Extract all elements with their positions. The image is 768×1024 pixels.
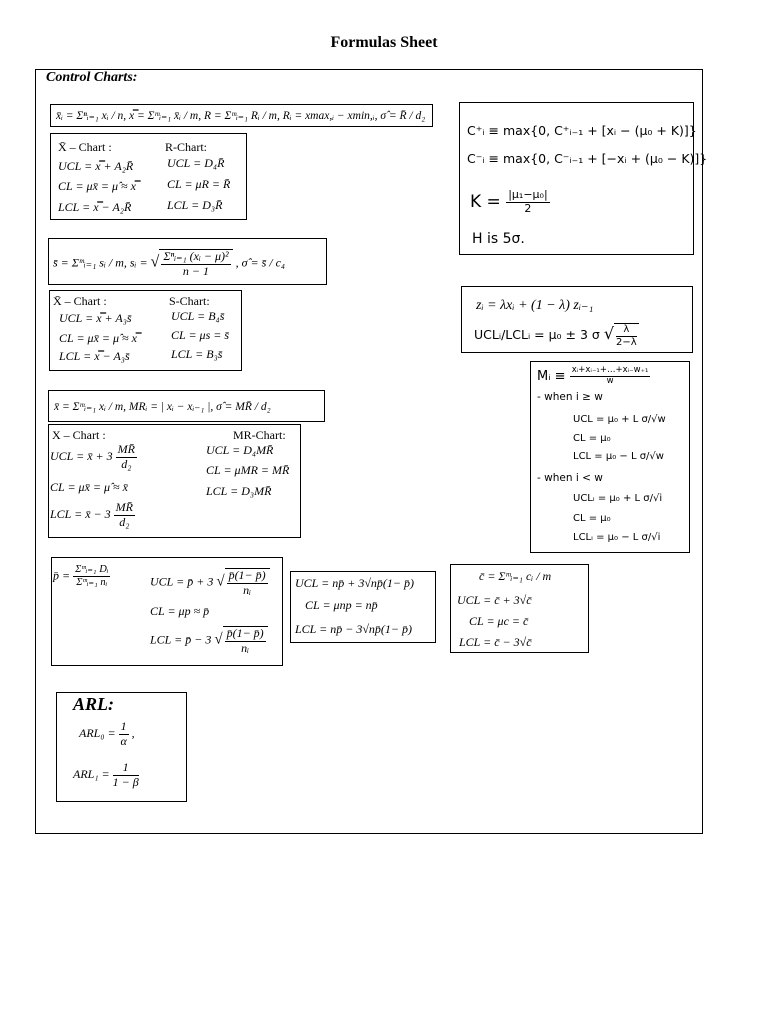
xbar-r-definitions: x̄ᵢ = Σⁿᵢ₌₁ xᵢ / n, x̿ = Σᵐᵢ₌₁ x̄ᵢ / m, R = Σᵐᵢ₌₁ Rᵢ / m, Rᵢ = xmax,ᵢ − xmin,ᵢ, σ̂ = R̄ / d₂ — [56, 110, 426, 122]
r-ucl: UCL = D₄R̄ — [167, 156, 225, 170]
moving-average-cl-1: CL = μ₀ — [573, 433, 611, 444]
c-ucl: UCL = c̄ + 3√c̄ — [457, 593, 532, 607]
moving-average-when-ge: - when i ≥ w — [537, 391, 603, 403]
arl-title: ARL: — [73, 694, 115, 714]
np-cl: CL = μnp = np̄ — [305, 598, 378, 612]
mr-ucl: UCL = D₄MR̄ — [206, 443, 274, 457]
moving-average-lcl-2: LCLᵢ = μ₀ − L σ/√i — [573, 532, 661, 543]
moving-average-when-lt: - when i < w — [537, 472, 603, 484]
section-label: Control Charts: — [46, 70, 138, 85]
mr-chart-heading: MR-Chart: — [233, 428, 286, 442]
moving-average-cl-2: CL = μ₀ — [573, 513, 611, 524]
ewma-sqrt-numerator: λ — [616, 324, 637, 337]
s-ucl: UCL = B₄s̄ — [171, 309, 225, 323]
x-chart-heading: X – Chart : — [52, 428, 106, 442]
p-ucl-text: UCL = p̄ + 3 — [150, 574, 214, 589]
arl-0-tail: , — [131, 726, 135, 741]
xbar-s-cl: CL = μx̄ = μ̂ ≈ x̿ — [59, 331, 137, 345]
ewma-limits: UCLᵢ/LCLᵢ = μ₀ ± 3 σ √ $\frac{\lambda}{2-\lambda}$ — [474, 324, 637, 348]
x-lcl-mr-numerator: MR̄ — [115, 500, 133, 514]
x-ucl-mr-denominator: d₂ — [121, 456, 132, 471]
xbar-cl: CL = μx̄ = μ̂ ≈ x̿ — [58, 179, 136, 193]
xbar-s-chart-box — [49, 290, 242, 371]
arl-0-numerator: 1 — [120, 719, 127, 733]
x-ucl — [50, 443, 137, 472]
np-ucl: UCL = np̄ + 3√np̄(1− p̄) — [295, 576, 414, 590]
moving-average-m — [537, 366, 650, 387]
c-lcl: LCL = c̄ − 3√c̄ — [459, 635, 532, 649]
p-bar-definition — [53, 564, 110, 589]
s-lcl: LCL = B₃s̄ — [171, 347, 223, 361]
arl-0-lhs: ARL₀ = — [79, 726, 116, 741]
ewma-sqrt-denominator: 2−λ — [616, 336, 637, 348]
xbar-r-chart-box — [50, 133, 247, 220]
c-cl: CL = μc = c̄ — [469, 614, 529, 628]
ewma-box — [461, 286, 693, 353]
cusum-c-minus: C⁻ᵢ ≡ max{0, C⁻ᵢ₋₁ + [−xᵢ + (μ₀ − K)]} — [467, 151, 708, 166]
x-mr-chart-box — [48, 424, 301, 538]
arl-1 — [73, 761, 139, 790]
r-chart-heading: R-Chart: — [165, 140, 207, 154]
x-mr-definitions-box — [48, 390, 325, 422]
cusum-k-denominator: 2 — [524, 201, 532, 215]
ewma-z: zᵢ = λxᵢ + (1 − λ) zᵢ₋₁ — [476, 298, 594, 313]
xbar-lcl: LCL = x̿ − A₂R̄ — [58, 200, 132, 214]
p-lcl-sqrt-denominator: nᵢ — [241, 640, 250, 655]
xbar-chart-heading: X̄ – Chart : — [58, 140, 112, 154]
p-lcl-sqrt-numerator: p̄(1− p̄) — [226, 626, 264, 640]
xbar-s-lcl: LCL = x̿ − A₃s̄ — [59, 349, 130, 363]
moving-average-box — [530, 361, 690, 553]
cusum-h: H is 5σ. — [472, 231, 525, 247]
moving-average-ucl-1: UCL = μ₀ + L σ/√w — [573, 414, 666, 425]
c-chart-box — [450, 564, 589, 653]
mr-cl: CL = μMR = MR̄ — [206, 463, 290, 477]
x-lcl-mr-denominator: d₂ — [119, 514, 130, 529]
x-lcl — [50, 501, 135, 530]
page-title: Formulas Sheet — [330, 34, 438, 51]
x-ucl-mr-numerator: MR̄ — [117, 442, 135, 456]
xbar-s-definitions-box — [48, 238, 327, 285]
np-lcl: LCL = np̄ − 3√np̄(1− p̄) — [295, 622, 413, 636]
cusum-k-numerator: |μ₁−μ₀| — [508, 188, 548, 201]
xbar-s-defs-a: s̄ = Σᵐᵢ₌₁ sᵢ / m, sᵢ = — [53, 255, 148, 270]
arl-box — [56, 692, 187, 802]
moving-average-lcl-1: LCL = μ₀ − L σ/√w — [573, 451, 664, 462]
p-bar-denominator: Σᵐᵢ₌₁ nᵢ — [76, 577, 108, 589]
moving-average-ucl-2: UCLᵢ = μ₀ + L σ/√i — [573, 493, 663, 504]
xbar-s-chart-heading: X̄ – Chart : — [53, 294, 107, 308]
arl-1-denominator: 1 − β — [112, 774, 139, 789]
cusum-c-plus: C⁺ᵢ ≡ max{0, C⁺ᵢ₋₁ + [xᵢ − (μ₀ + K)]} — [467, 123, 697, 138]
r-cl: CL = μR = R̄ — [167, 177, 231, 191]
p-bar-lhs: p̄ = — [53, 568, 71, 583]
p-chart-box — [51, 557, 283, 666]
x-mr-definitions: x̄ = Σᵐᵢ₌₁ xᵢ / m, MRᵢ = | xᵢ − xᵢ₋₁ |, σ̂ = MR̄ / d₂ — [54, 401, 271, 413]
xbar-s-sqrt-denominator: n − 1 — [182, 263, 209, 278]
x-lcl-text: LCL = x̄ − 3 — [50, 507, 111, 522]
p-ucl: UCL = p̄ + 3 √ $\frac{p̄(1- p̄)}{\text{nᵢ}}$ — [150, 568, 270, 598]
p-cl: CL = μp ≈ p̄ — [150, 604, 210, 618]
mr-lcl: LCL = D₃MR̄ — [206, 484, 272, 498]
s-chart-heading: S-Chart: — [169, 294, 210, 308]
x-ucl-text: UCL = x̄ + 3 — [50, 449, 113, 464]
cusum-k-lhs: K = — [470, 192, 501, 213]
p-ucl-sqrt-denominator: nᵢ — [243, 582, 252, 597]
cusum-box — [459, 102, 708, 255]
arl-0-denominator: α — [120, 733, 127, 748]
p-lcl-text: LCL = p̄ − 3 — [150, 632, 212, 647]
s-cl: CL = μs = s̄ — [171, 328, 230, 342]
r-lcl: LCL = D₃R̄ — [167, 198, 223, 212]
ewma-limits-text: UCLᵢ/LCLᵢ = μ₀ ± 3 σ — [474, 327, 600, 342]
x-cl: CL = μx̄ = μ̂ ≈ x̄ — [50, 480, 128, 494]
c-bar-definition: c̄ = Σᵐᵢ₌₁ cᵢ / m — [479, 569, 552, 583]
cusum-k — [470, 189, 550, 215]
np-chart-box — [290, 571, 436, 643]
xbar-r-definitions-box — [50, 104, 433, 127]
moving-average-m-denominator: w — [606, 375, 614, 386]
xbar-ucl: UCL = x̿ + A₂R̄ — [58, 159, 134, 173]
xbar-s-ucl: UCL = x̿ + A₃s̄ — [59, 311, 132, 325]
moving-average-m-numerator: xᵢ+xᵢ₋₁+…+xᵢ₋w₊₁ — [571, 365, 649, 375]
moving-average-m-lhs: Mᵢ ≡ — [537, 368, 566, 384]
p-lcl: LCL = p̄ − 3 √ $\frac{p̄(1- p̄)}{\text{nᵢ}}$ — [150, 626, 268, 656]
arl-0 — [79, 720, 135, 749]
xbar-s-definitions: s̄ = Σᵐᵢ₌₁ sᵢ / m, sᵢ = √ $\frac{\text{Σⁿᵢ₌₁ (xᵢ − μ)²}}{n - 1}$ , σ̂ = s̄ / c₄ — [53, 249, 286, 278]
xbar-s-sqrt-numerator: Σⁿᵢ₌₁ (xᵢ − μ)² — [163, 249, 229, 263]
xbar-s-defs-b: , σ̂ = s̄ / c₄ — [235, 255, 286, 270]
p-ucl-sqrt-numerator: p̄(1− p̄) — [228, 568, 266, 582]
arl-1-numerator: 1 — [113, 761, 139, 776]
arl-1-lhs: ARL₁ = — [73, 767, 110, 782]
p-bar-numerator: Σᵐᵢ₌₁ Dᵢ — [73, 564, 110, 577]
